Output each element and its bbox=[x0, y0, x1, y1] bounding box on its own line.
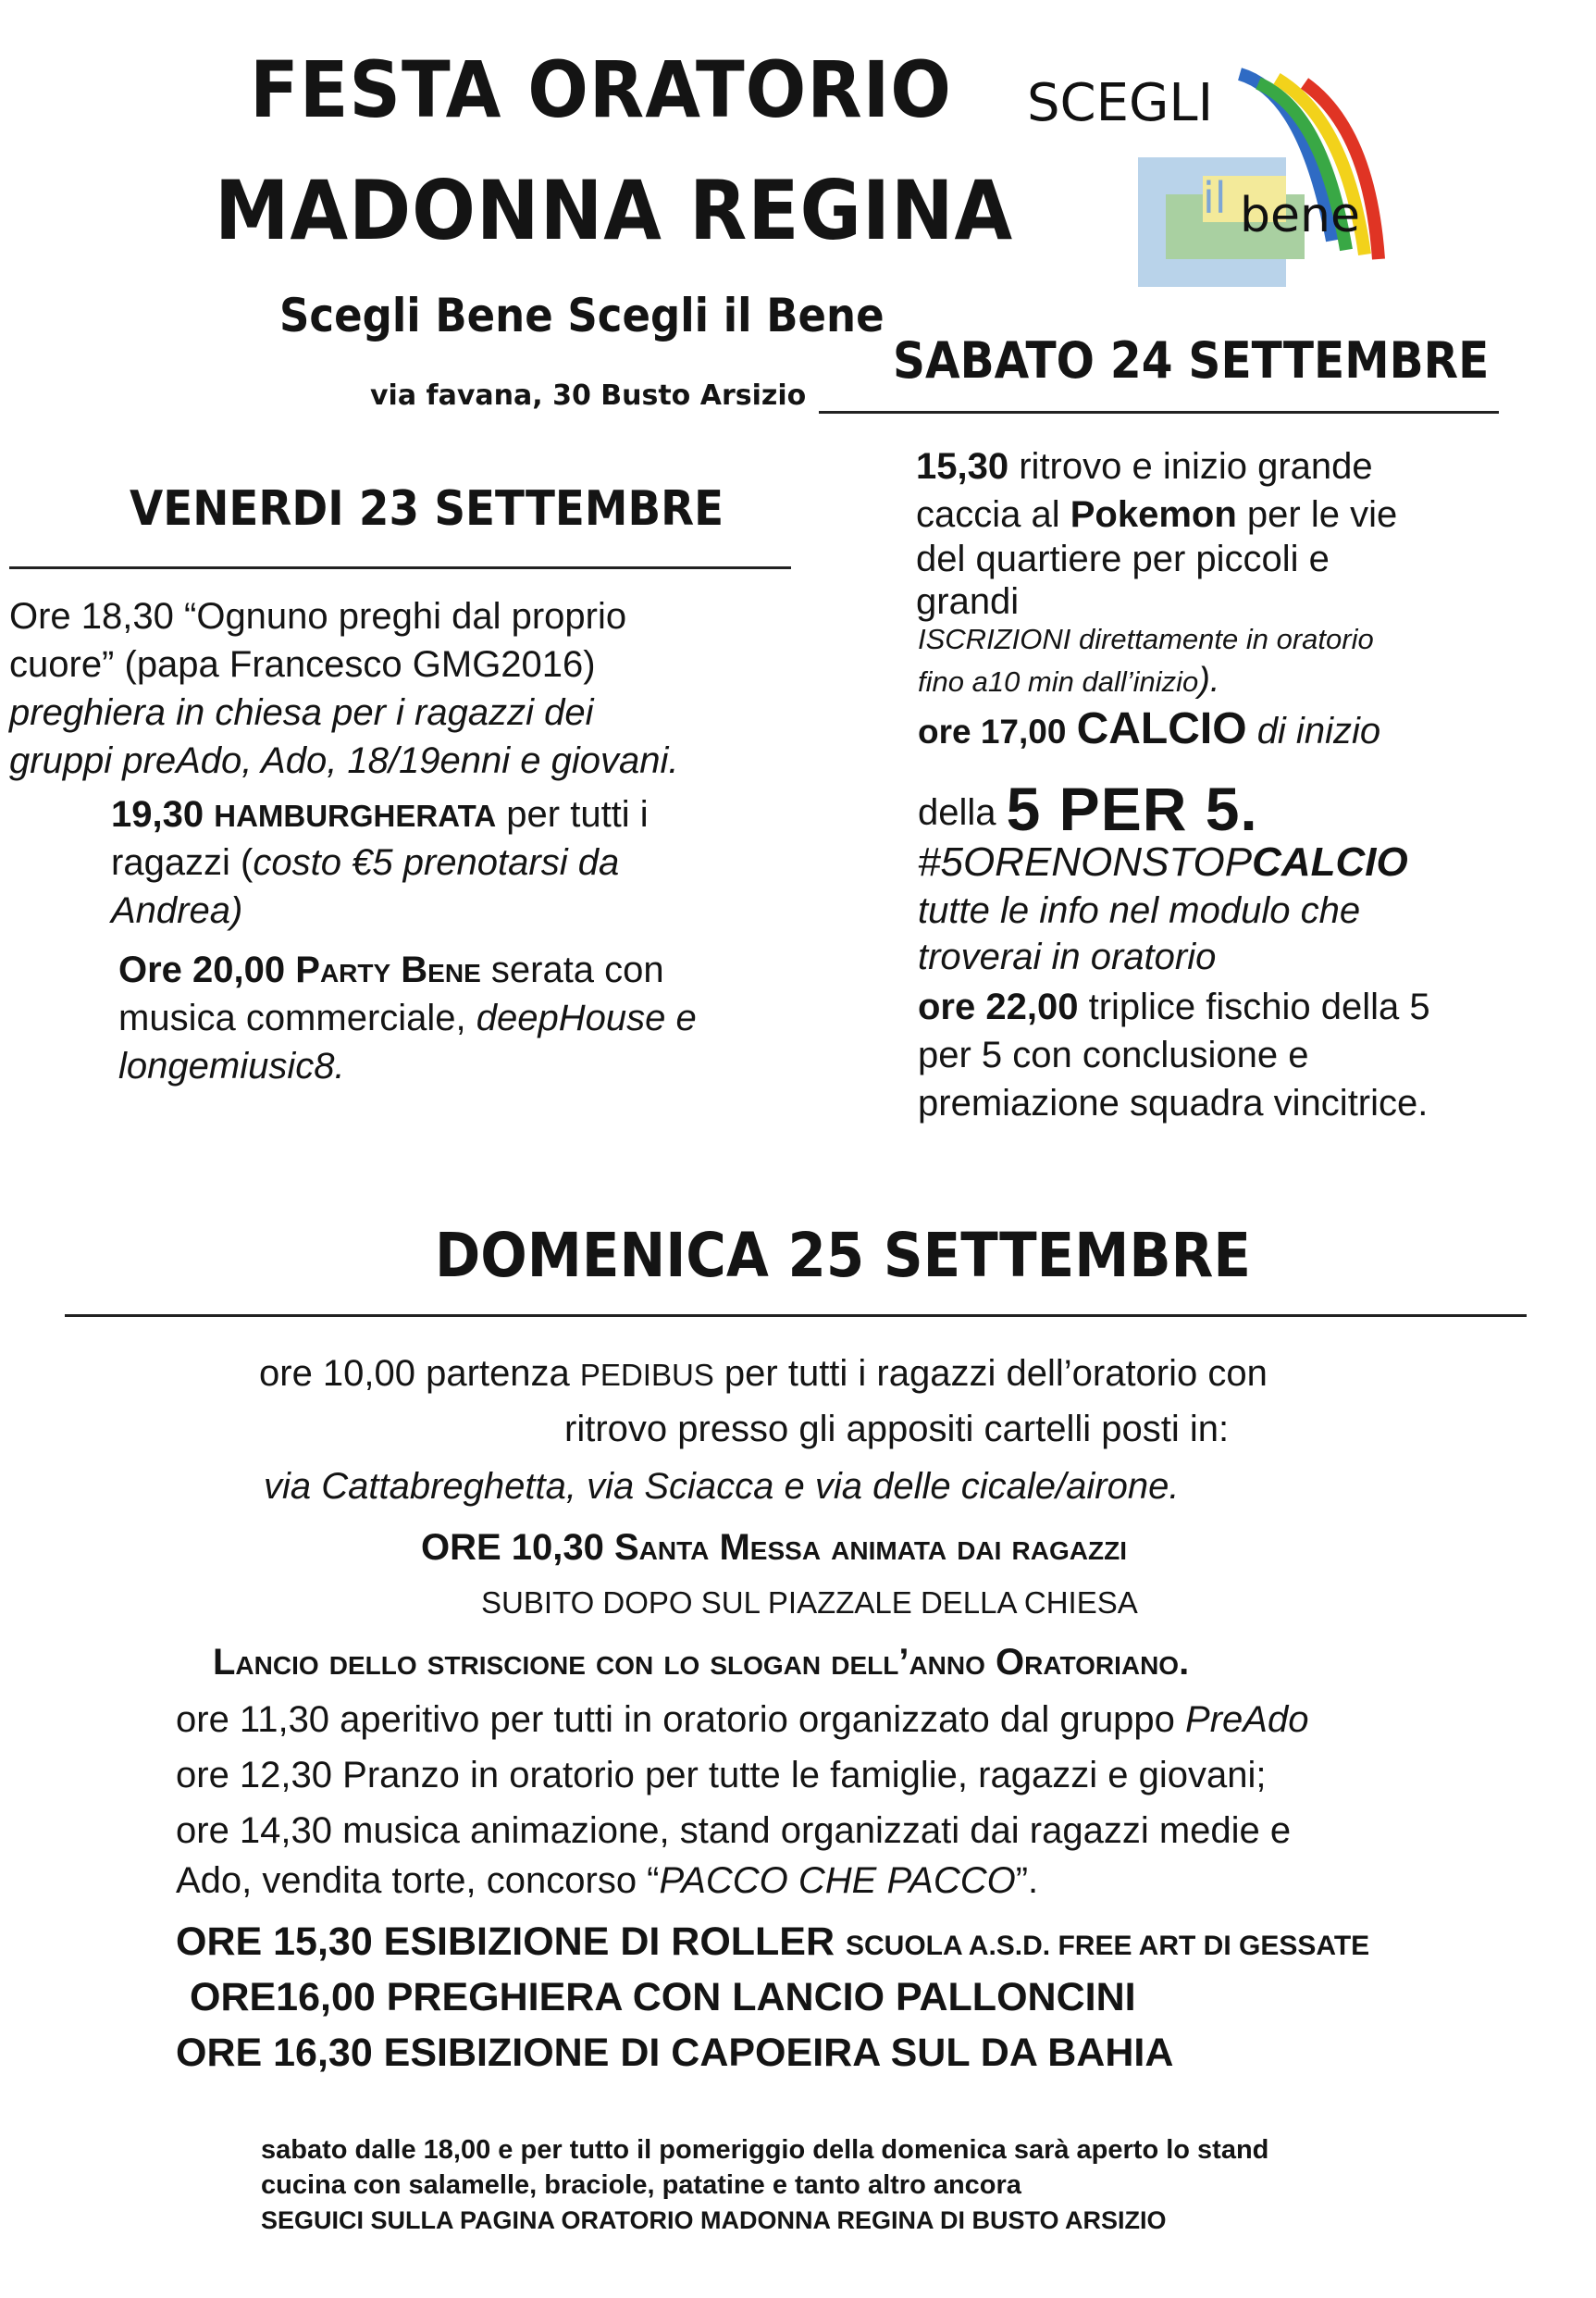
sunday-line-10 bbox=[176, 1857, 1038, 1905]
saturday-line-1-time: 15,30 bbox=[916, 446, 1009, 487]
sunday-line-1 bbox=[259, 1349, 1268, 1399]
friday-line-9 bbox=[118, 994, 697, 1042]
sunday-pedibus: PEDIBUS bbox=[579, 1358, 714, 1392]
friday-line-6-a: ragazzi ( bbox=[111, 842, 254, 883]
sunday-line-13: ORE 16,30 ESIBIZIONE DI CAPOEIRA SUL DA BAHIA bbox=[176, 2031, 1174, 2075]
friday-hamburgherata-rest: per tutti i bbox=[506, 794, 649, 835]
saturday-line-7-rest: di inizio bbox=[1256, 711, 1381, 752]
saturday-line-8-a: della bbox=[918, 792, 1007, 833]
saturday-line-8 bbox=[918, 775, 1258, 843]
sunday-line-10-c: ”. bbox=[1015, 1860, 1039, 1901]
saturday-hashtag-b: CALCIO bbox=[1252, 839, 1408, 885]
friday-line-7: Andrea) bbox=[111, 890, 243, 931]
sunday-line-7 bbox=[176, 1696, 1308, 1744]
saturday-calcio-time: ore 17,00 bbox=[918, 713, 1067, 751]
saturday-pokemon: Pokemon bbox=[1070, 494, 1237, 535]
sunday-roller-school: SCUOLA A.S.D. FREE ART DI GESSATE bbox=[846, 1931, 1370, 1961]
saturday-line-3: del quartiere per piccoli e bbox=[916, 539, 1330, 579]
sunday-line-2: ritrovo presso gli appositi cartelli posti in: bbox=[564, 1409, 1230, 1449]
saturday-line-12-rest: triplice fischio della 5 bbox=[1088, 987, 1430, 1027]
saturday-line-14: premiazione squadra vincitrice. bbox=[918, 1083, 1429, 1124]
friday-line-2: cuore” (papa Francesco GMG2016) bbox=[9, 644, 596, 685]
address: via favana, 30 Busto Arsizio bbox=[370, 379, 807, 412]
friday-line-3: preghiera in chiesa per i ragazzi dei bbox=[9, 692, 594, 733]
title-line-2: MADONNA REGINA bbox=[215, 163, 1014, 258]
sunday-heading: DOMENICA 25 SETTEMBRE bbox=[435, 1220, 1251, 1291]
friday-line-1: Ore 18,30 “Ognuno preghi dal proprio bbox=[9, 596, 627, 637]
sunday-line-4: ORE 10,30 Santa Messa animata dai ragazzi bbox=[421, 1527, 1127, 1568]
scegli-il-bene-logo bbox=[1027, 56, 1416, 296]
saturday-line-6 bbox=[918, 663, 1220, 700]
footer-line-2: cucina con salamelle, braciole, patatine e tanto altro ancora bbox=[261, 2170, 1021, 2200]
friday-line-6-b: costo €5 prenotarsi da bbox=[253, 842, 620, 883]
saturday-line-4: grandi bbox=[916, 581, 1020, 622]
subtitle: Scegli Bene Scegli il Bene bbox=[279, 289, 885, 342]
saturday-line-6-end: ). bbox=[1198, 661, 1220, 700]
sunday-line-12: ORE16,00 PREGHIERA CON LANCIO PALLONCINI bbox=[190, 1975, 1136, 2019]
saturday-heading: SABATO 24 SETTEMBRE bbox=[893, 331, 1490, 390]
saturday-line-6-a: fino a10 min dall’inizio bbox=[918, 665, 1199, 698]
saturday-line-10: tutte le info nel modulo che bbox=[918, 890, 1361, 931]
sunday-line-3: via Cattabreghetta, via Sciacca e via delle cicale/airone. bbox=[264, 1466, 1180, 1507]
sunday-line-10-a: Ado, vendita torte, concorso “ bbox=[176, 1860, 660, 1901]
logo-graphic bbox=[1027, 56, 1416, 296]
sunday-line-6: Lancio dello striscione con lo slogan dell’anno Oratoriano. bbox=[213, 1642, 1190, 1683]
saturday-line-12 bbox=[918, 983, 1430, 1031]
saturday-divider bbox=[819, 411, 1499, 414]
friday-party-rest: serata con bbox=[490, 950, 664, 990]
friday-line-5 bbox=[111, 790, 649, 840]
friday-hamburgherata-time: 19,30 bbox=[111, 794, 204, 835]
friday-line-9-a: musica commerciale, bbox=[118, 998, 476, 1038]
friday-party-time: Ore 20,00 bbox=[118, 950, 286, 990]
saturday-line-2-a: caccia al bbox=[916, 494, 1070, 535]
saturday-line-12-time: ore 22,00 bbox=[918, 987, 1079, 1027]
title-line-1: FESTA ORATORIO bbox=[250, 44, 952, 135]
saturday-line-13: per 5 con conclusione e bbox=[918, 1035, 1309, 1075]
friday-heading: VENERDI 23 SETTEMBRE bbox=[130, 481, 724, 537]
saturday-hashtag-a: #5ORENONSTOP bbox=[918, 839, 1253, 885]
footer-line-1: sabato dalle 18,00 e per tutto il pomeriggio della domenica sarà aperto lo stand bbox=[261, 2135, 1269, 2165]
sunday-line-1-c: per tutti i ragazzi dell’oratorio con bbox=[713, 1353, 1268, 1394]
logo-word-scegli: SCEGLI bbox=[1027, 73, 1214, 133]
logo-word-il: il bbox=[1203, 173, 1227, 223]
saturday-line-2-c: per le vie bbox=[1246, 494, 1398, 535]
sunday-line-8: ore 12,30 Pranzo in oratorio per tutte le famiglie, ragazzi e giovani; bbox=[176, 1755, 1267, 1795]
saturday-calcio-label: CALCIO bbox=[1076, 704, 1247, 753]
friday-hamburgherata-label: HAMBURGHERATA bbox=[214, 799, 497, 833]
sunday-line-1-a: ore 10,00 partenza bbox=[259, 1353, 580, 1394]
sunday-line-7-b: PreAdo bbox=[1185, 1699, 1309, 1740]
friday-line-4: gruppi preAdo, Ado, 18/19enni e giovani. bbox=[9, 740, 679, 781]
sunday-pacco-che-pacco: PACCO CHE PACCO bbox=[659, 1860, 1016, 1901]
logo-word-bene: bene bbox=[1240, 188, 1360, 243]
sunday-roller: ORE 15,30 ESIBIZIONE DI ROLLER bbox=[176, 1919, 846, 1964]
saturday-line-5: ISCRIZIONI direttamente in oratorio bbox=[918, 623, 1374, 655]
saturday-line-1-rest: ritrovo e inizio grande bbox=[1019, 446, 1373, 487]
friday-line-8 bbox=[118, 946, 664, 994]
footer-line-3: SEGUICI SULLA PAGINA ORATORIO MADONNA REGINA DI BUSTO ARSIZIO bbox=[261, 2206, 1167, 2234]
sunday-divider bbox=[65, 1314, 1527, 1317]
friday-line-10: longemiusic8. bbox=[118, 1046, 345, 1087]
sunday-line-5: SUBITO DOPO SUL PIAZZALE DELLA CHIESA bbox=[481, 1585, 1138, 1620]
sunday-line-11 bbox=[176, 1918, 1369, 1970]
friday-line-9-b: deepHouse e bbox=[476, 998, 697, 1038]
saturday-line-11: troverai in oratorio bbox=[918, 937, 1217, 977]
friday-party-label: Party Bene bbox=[295, 950, 481, 990]
friday-line-6 bbox=[111, 838, 619, 887]
saturday-line-1 bbox=[916, 442, 1373, 491]
saturday-line-7 bbox=[918, 705, 1380, 756]
saturday-line-2 bbox=[916, 491, 1397, 539]
saturday-line-9 bbox=[918, 838, 1408, 887]
friday-divider bbox=[9, 566, 791, 569]
sunday-line-7-a: ore 11,30 aperitivo per tutti in oratorio organizzato dal gruppo bbox=[176, 1699, 1186, 1740]
sunday-line-9: ore 14,30 musica animazione, stand organizzati dai ragazzi medie e bbox=[176, 1810, 1292, 1851]
saturday-5-per-5: 5 PER 5. bbox=[1006, 775, 1258, 843]
